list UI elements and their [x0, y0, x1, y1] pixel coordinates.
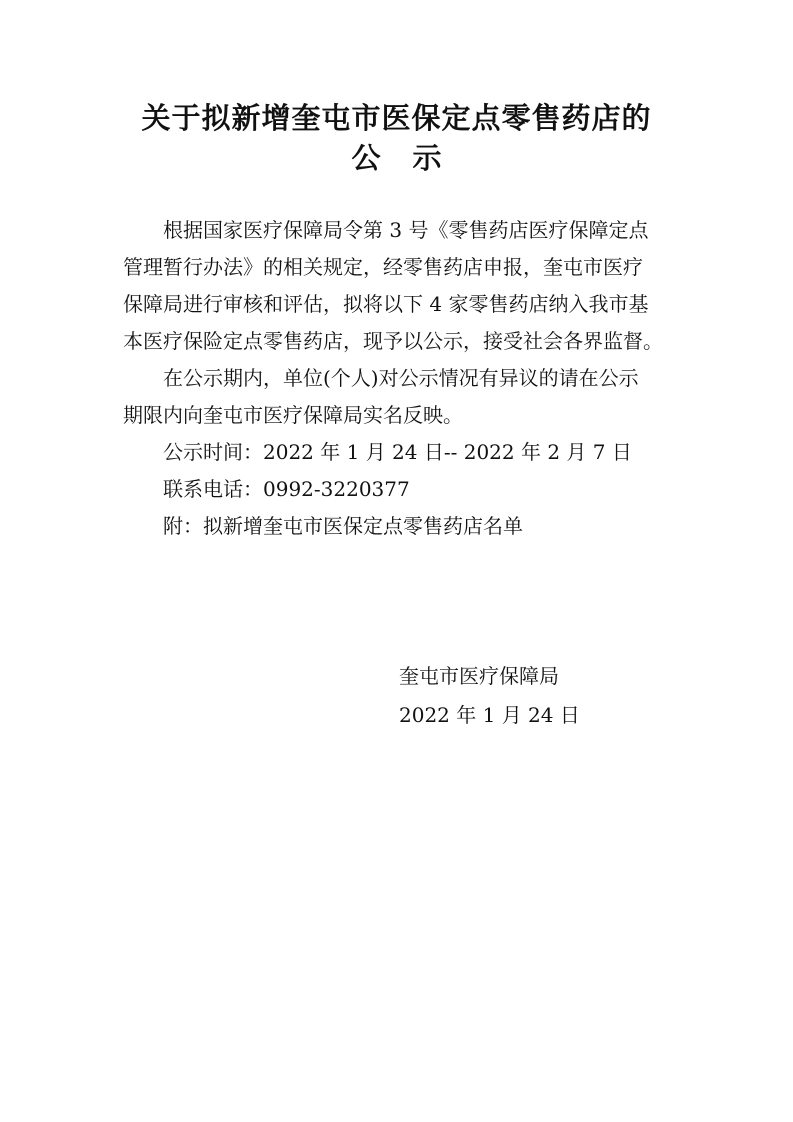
body-line-1: 根据国家医疗保障局令第 3 号《零售药店医疗保障定点 [163, 218, 649, 242]
document-title-line-1: 关于拟新增奎屯市医保定点零售药店的 [141, 101, 652, 135]
signature-issuer: 奎屯市医疗保障局 [399, 664, 559, 688]
attachment-note: 附：拟新增奎屯市医保定点零售药店名单 [163, 514, 523, 538]
contact-phone: 联系电话：0992-3220377 [163, 477, 410, 501]
signature-date: 2022 年 1 月 24 日 [399, 703, 580, 727]
body-line-6: 期限内向奎屯市医疗保障局实名反映。 [123, 403, 463, 427]
body-line-4: 本医疗保险定点零售药店，现予以公示，接受社会各界监督。 [123, 329, 663, 353]
body-line-5: 在公示期内，单位(个人)对公示情况有异议的请在公示 [163, 366, 639, 390]
document-title-line-2: 公示 [351, 141, 474, 175]
body-line-3: 保障局进行审核和评估，拟将以下 4 家零售药店纳入我市基 [123, 292, 649, 316]
body-line-2: 管理暂行办法》的相关规定，经零售药店申报，奎屯市医疗 [123, 255, 643, 279]
publicity-period: 公示时间：2022 年 1 月 24 日-- 2022 年 2 月 7 日 [163, 440, 632, 464]
